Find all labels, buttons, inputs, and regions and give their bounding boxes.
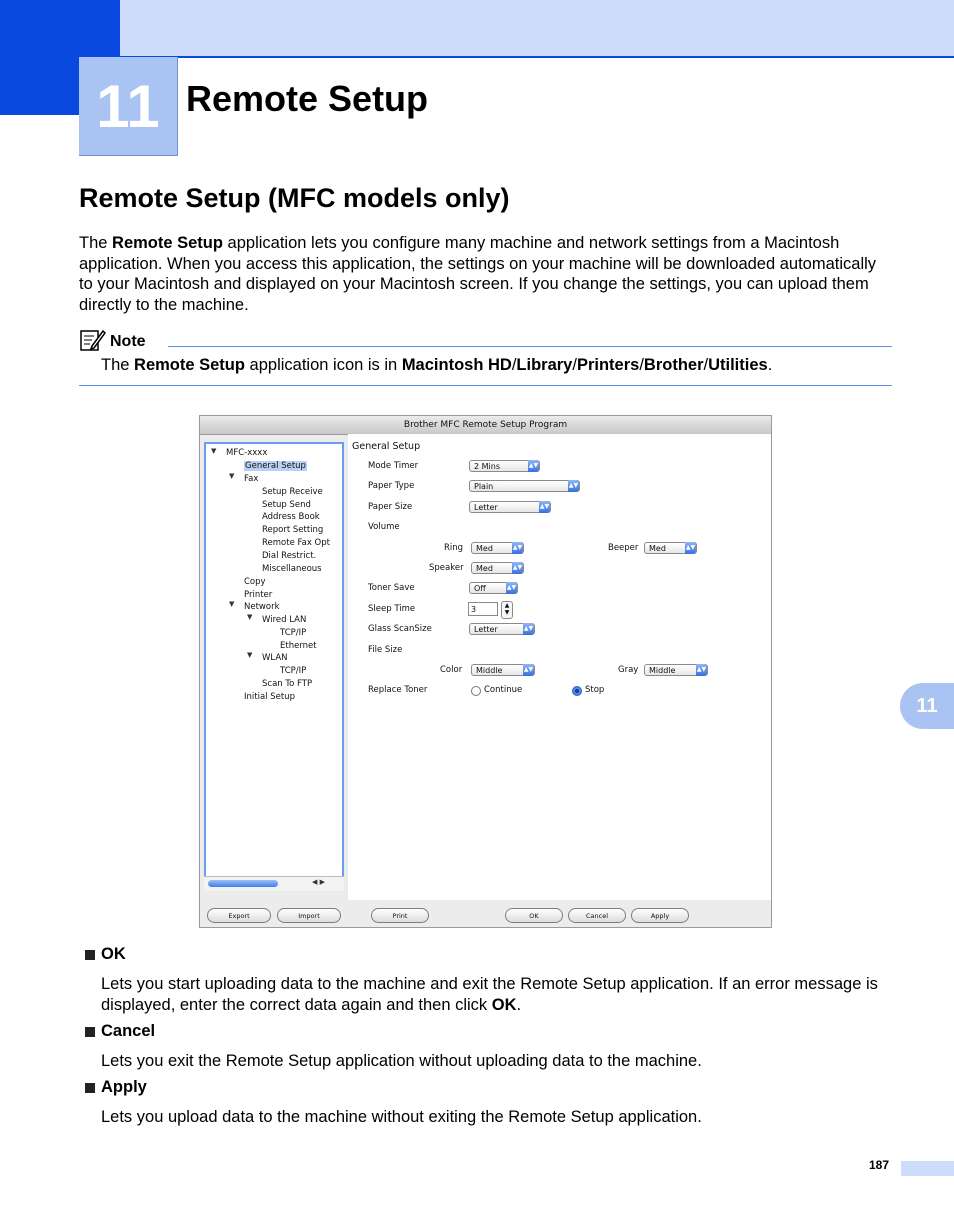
note-label: Note: [110, 333, 146, 350]
updown-icon: ▲▼: [523, 664, 534, 676]
color-label: Color: [440, 665, 463, 675]
bullet-text: Lets you start uploading data to the machine and exit the Remote Setup application. If an error message is displayed, enter the correct data again and then click OK.: [101, 975, 878, 1014]
file-size-label: File Size: [368, 645, 403, 655]
scrollbar-thumb[interactable]: [208, 880, 278, 887]
replace-toner-label: Replace Toner: [368, 685, 428, 695]
tree-item[interactable]: Scan To FTP: [262, 679, 313, 689]
page-number: 187: [869, 1158, 890, 1172]
mode-timer-label: Mode Timer: [368, 461, 419, 471]
tree-item[interactable]: Ethernet: [280, 641, 317, 651]
scroll-arrows-icon[interactable]: ◀ ▶: [312, 878, 325, 886]
stop-radio[interactable]: [572, 686, 582, 696]
updown-icon: ▲▼: [696, 664, 707, 676]
bullet-heading: Cancel: [101, 1022, 156, 1040]
sleep-time-stepper[interactable]: ▲ ▼: [501, 601, 513, 619]
expand-arrow-icon[interactable]: ▼: [211, 447, 217, 455]
tree-item[interactable]: Dial Restrict.: [262, 551, 317, 561]
tree-item[interactable]: Printer: [244, 590, 273, 600]
tree-item[interactable]: Fax: [244, 474, 259, 484]
paper-size-label: Paper Size: [368, 502, 413, 512]
updown-icon: ▲▼: [512, 562, 523, 574]
tree-horizontal-scrollbar[interactable]: [204, 876, 344, 891]
updown-icon: ▲▼: [512, 542, 523, 554]
color-select[interactable]: Middle ▲▼: [471, 664, 535, 676]
ok-button[interactable]: OK: [505, 908, 563, 923]
glass-scansize-label: Glass ScanSize: [368, 624, 432, 634]
window-title: Brother MFC Remote Setup Program: [200, 416, 771, 435]
section-title: Remote Setup (MFC models only): [79, 183, 510, 213]
gray-label: Gray: [618, 665, 639, 675]
expand-arrow-icon[interactable]: ▼: [229, 472, 235, 480]
chapter-side-tab: 11: [900, 683, 954, 729]
chapter-title: Remote Setup: [186, 78, 429, 119]
gray-select[interactable]: Middle ▲▼: [644, 664, 708, 676]
bullet-icon: [85, 1027, 95, 1037]
intro-paragraph: The Remote Setup application lets you configure many machine and network settings from a Macintosh application. When you access this application, the settings on your machine will be downloaded automatically to your Macintosh and displayed on your Macintosh screen. If you change the settings, you can upload them directly to the machine.: [79, 234, 877, 314]
header-rule: [120, 56, 954, 58]
toner-save-select[interactable]: Off ▲▼: [469, 582, 518, 594]
chapter-number: 11: [79, 57, 178, 156]
remote-setup-window: [199, 415, 772, 928]
beeper-label: Beeper: [608, 543, 639, 553]
toner-save-label: Toner Save: [368, 583, 415, 593]
updown-icon: ▲▼: [528, 460, 539, 472]
tree-item[interactable]: Setup Send: [262, 500, 311, 510]
tree-item[interactable]: Copy: [244, 577, 266, 587]
note-rule-bottom: [79, 385, 892, 386]
note-rule-top: [168, 346, 892, 347]
tree-item[interactable]: Report Setting: [262, 525, 324, 535]
tree-item[interactable]: Address Book: [262, 512, 320, 522]
expand-arrow-icon[interactable]: ▼: [229, 600, 235, 608]
note-text: The Remote Setup application icon is in Macintosh HD/Library/Printers/Brother/Utilities.: [101, 356, 773, 374]
tree-item[interactable]: Remote Fax Opt: [262, 538, 330, 548]
speaker-label: Speaker: [429, 563, 464, 573]
ring-select[interactable]: Med ▲▼: [471, 542, 524, 554]
bullet-heading: Apply: [101, 1078, 147, 1096]
sleep-time-input[interactable]: 3: [468, 602, 498, 616]
tree-item[interactable]: Network: [244, 602, 280, 612]
tree-item[interactable]: TCP/IP: [280, 628, 307, 638]
import-button[interactable]: Import: [277, 908, 341, 923]
updown-icon: ▲▼: [568, 480, 579, 492]
tree-item[interactable]: Setup Receive: [262, 487, 323, 497]
mode-timer-select[interactable]: 2 Mins ▲▼: [469, 460, 540, 472]
tree-item[interactable]: Miscellaneous: [262, 564, 322, 574]
cancel-button[interactable]: Cancel: [568, 908, 626, 923]
updown-icon: ▲▼: [539, 501, 550, 513]
tree-item[interactable]: TCP/IP: [280, 666, 307, 676]
bullet-icon: [85, 1083, 95, 1093]
bullet-icon: [85, 950, 95, 960]
speaker-select[interactable]: Med ▲▼: [471, 562, 524, 574]
tree-item[interactable]: MFC-xxxx: [226, 448, 268, 458]
glass-scansize-select[interactable]: Letter ▲▼: [469, 623, 535, 635]
expand-arrow-icon[interactable]: ▼: [247, 651, 253, 659]
page-number-bar: [901, 1161, 954, 1176]
tree-item[interactable]: Wired LAN: [262, 615, 307, 625]
continue-radio-label[interactable]: Continue: [484, 685, 523, 695]
bullet-text: Lets you upload data to the machine without exiting the Remote Setup application.: [101, 1108, 702, 1126]
bullet-text: Lets you exit the Remote Setup application without uploading data to the machine.: [101, 1052, 702, 1070]
tree-item[interactable]: WLAN: [262, 653, 288, 663]
continue-radio[interactable]: [471, 686, 481, 696]
updown-icon: ▲▼: [685, 542, 696, 554]
bullet-heading: OK: [101, 945, 126, 963]
export-button[interactable]: Export: [207, 908, 271, 923]
panel-heading: General Setup: [352, 441, 421, 452]
apply-button[interactable]: Apply: [631, 908, 689, 923]
settings-tree[interactable]: [204, 442, 344, 890]
paper-type-select[interactable]: Plain ▲▼: [469, 480, 580, 492]
expand-arrow-icon[interactable]: ▼: [247, 613, 253, 621]
beeper-select[interactable]: Med ▲▼: [644, 542, 697, 554]
updown-icon: ▲▼: [523, 623, 534, 635]
paper-type-label: Paper Type: [368, 481, 415, 491]
sleep-time-label: Sleep Time: [368, 604, 416, 614]
stop-radio-label[interactable]: Stop: [585, 685, 605, 695]
settings-panel: [348, 434, 771, 900]
button-bar: [200, 900, 771, 928]
header-band: [120, 0, 954, 56]
paper-size-select[interactable]: Letter ▲▼: [469, 501, 551, 513]
updown-icon: ▲▼: [506, 582, 517, 594]
ring-label: Ring: [444, 543, 464, 553]
print-button[interactable]: Print: [371, 908, 429, 923]
note-pencil-icon: [80, 328, 106, 352]
tree-item-selected[interactable]: General Setup: [245, 461, 306, 471]
tree-item[interactable]: Initial Setup: [244, 692, 295, 702]
volume-label: Volume: [368, 522, 400, 532]
